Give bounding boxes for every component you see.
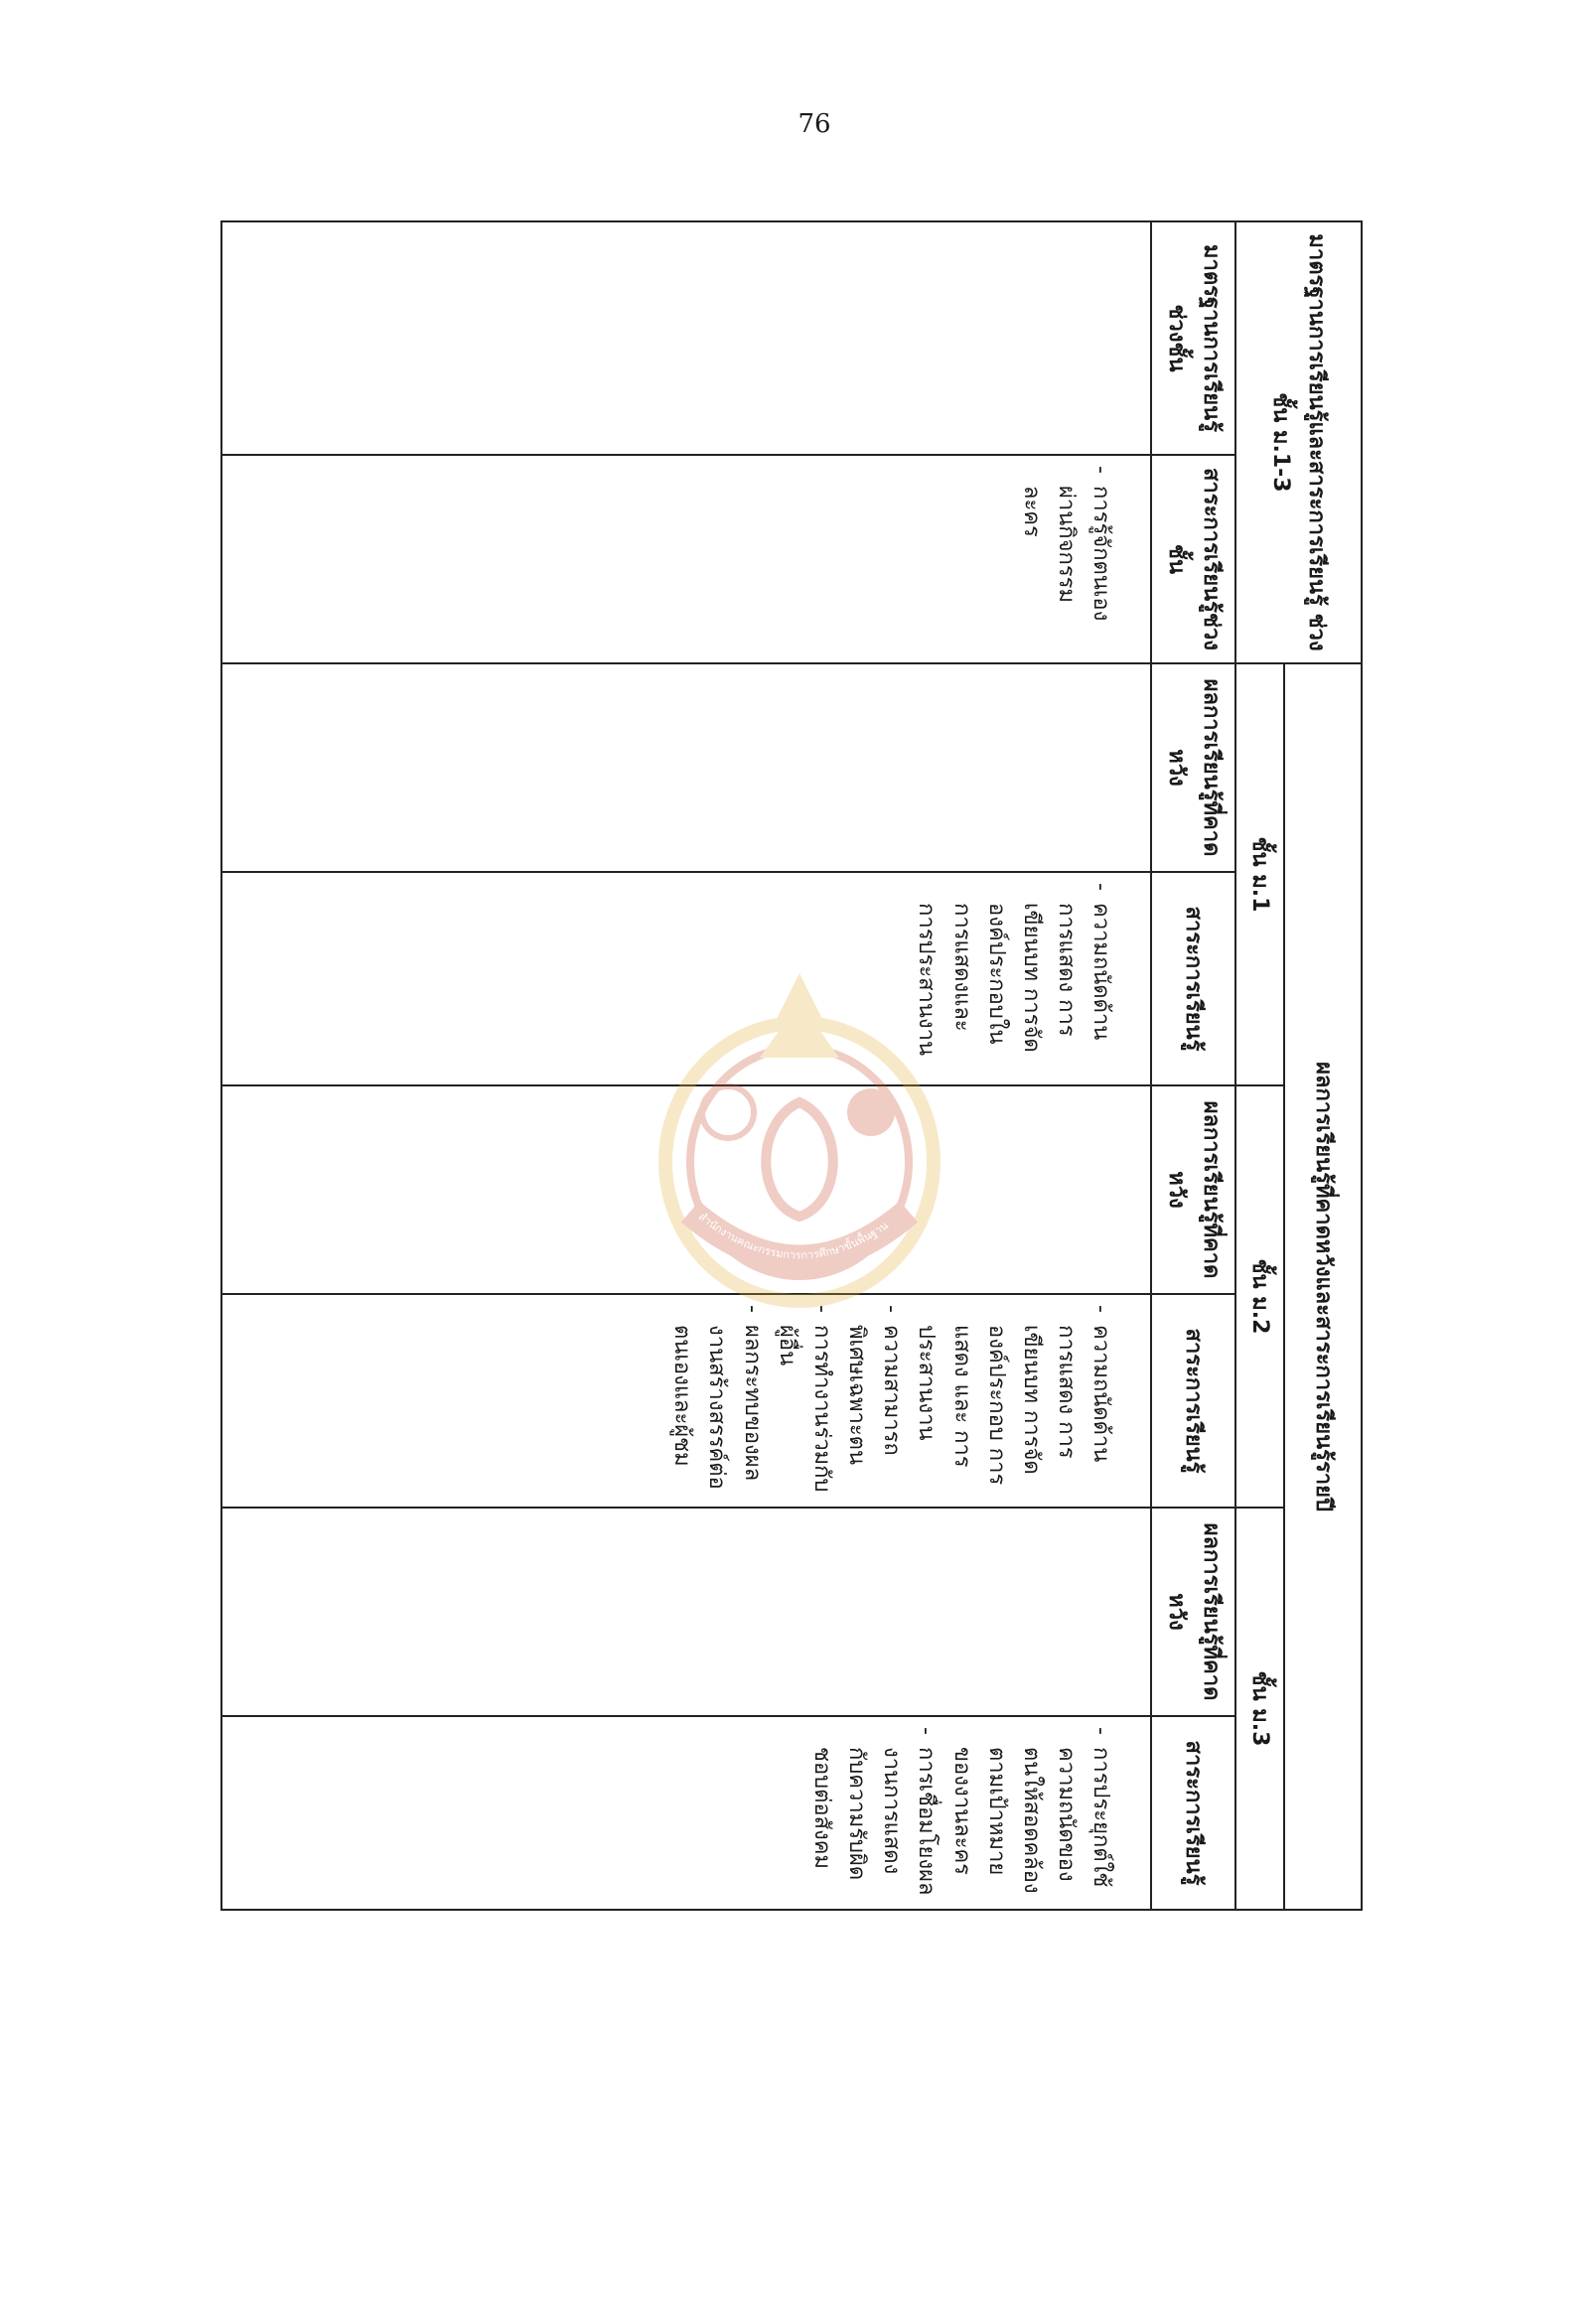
list-item: - การประยุกต์ใช้ความถนัดของตนให้สอดคล้องตามเป้าหมายของงานละคร xyxy=(944,1727,1119,1899)
subheader-content-m1: สาระการเรียนรู้ xyxy=(1151,872,1234,1085)
emblem-crown-icon xyxy=(760,973,839,1058)
header-grade-m3: ชั้น ม.3 xyxy=(1235,1508,1284,1910)
subheader-expected-m3: ผลการเรียนรู้ที่คาดหวัง xyxy=(1151,1508,1234,1716)
page-number: 76 xyxy=(798,109,831,139)
cell-standard xyxy=(221,221,1151,455)
list-item: - การทำงานร่วมกับผู้อื่น xyxy=(770,1305,839,1497)
cell-content-range xyxy=(221,455,1151,663)
emblem-caption: สำนักงานคณะกรรมการการศึกษาขั้นพื้นฐาน xyxy=(695,1210,891,1262)
subheader-expected-m2: ผลการเรียนรู้ที่คาดหวัง xyxy=(1151,1085,1234,1294)
emblem-center-swirl-icon xyxy=(766,1102,833,1217)
header-grade-m2: ชั้น ม.2 xyxy=(1235,1085,1284,1508)
list-item: - การเชื่อมโยงผลงานการแสดงกับความรับผิดชอบต่อสังคม xyxy=(804,1727,944,1899)
header-expected-group: ผลการเรียนรู้ที่คาดหวังและสาระการเรียนรู้รายปี xyxy=(1284,663,1362,1910)
subheader-content-range: สาระการเรียนรู้ช่วงชั้น xyxy=(1151,455,1234,663)
list-item: - ความถนัดด้านการแสดง การเขียนบท การจัดองค์ประกอบ การแสดง และ การประสานงาน xyxy=(909,1305,1118,1497)
cell-expected-m1 xyxy=(221,663,1151,872)
watermark-emblem xyxy=(651,963,948,1321)
header-grade-m1: ชั้น ม.1 xyxy=(1235,663,1284,1085)
subheader-expected-m1: ผลการเรียนรู้ที่คาดหวัง xyxy=(1151,663,1234,872)
subheader-content-m3: สาระการเรียนรู้ xyxy=(1151,1716,1234,1910)
list-item: - ความถนัดด้านการแสดง การเขียนบท การจัดองค์ประกอบใน การแสดงและ การประสานงาน xyxy=(909,883,1118,1075)
subheader-standard: มาตรฐานการเรียนรู้ช่วงชั้น xyxy=(1151,221,1234,455)
list-item: - ผลกระทบของผลงานสร้างสรรค์ต่อตนเองและผู้ชม xyxy=(664,1305,770,1497)
header-standard-group: มาตรฐานการเรียนรู้และสาระการเรียนรู้ ช่วงชั้น ม.1-3 xyxy=(1235,221,1362,663)
subheader-content-m2: สาระการเรียนรู้ xyxy=(1151,1294,1234,1508)
list-item: - ความสามารถพิเศษเฉพาะตน xyxy=(839,1305,909,1497)
cell-content-m2 xyxy=(221,1294,1151,1508)
emblem-sun-icon xyxy=(847,1088,895,1136)
emblem-dharma-wheel-icon xyxy=(702,1086,754,1138)
cell-expected-m3 xyxy=(221,1508,1151,1716)
list-item: - การรู้จักตนเองผ่านกิจกรรมละคร xyxy=(1014,466,1119,652)
cell-content-m3 xyxy=(221,1716,1151,1910)
